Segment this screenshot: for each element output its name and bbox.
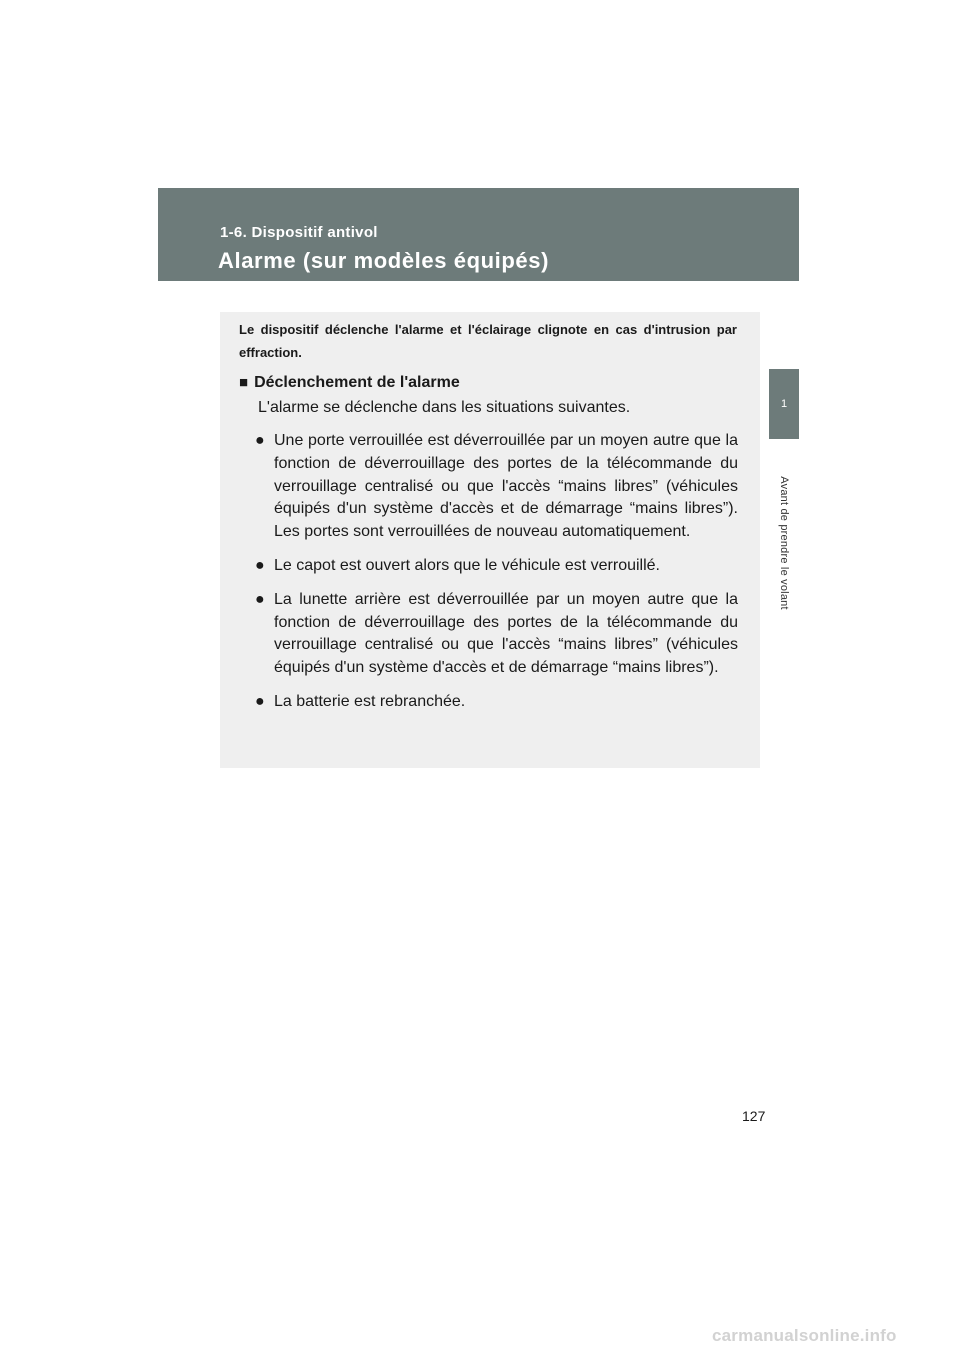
page-number: 127 (742, 1108, 766, 1124)
subheading-text: Déclenchement de l'alarme (254, 374, 460, 391)
list-item (255, 691, 738, 714)
square-bullet-icon: ■ (239, 374, 249, 391)
intro-text: Le dispositif déclenche l'alarme et l'éclairage clignote en cas d'intrusion par effraction. (239, 322, 737, 360)
list-item-text: La lunette arrière est déverrouillée par un moyen autre que la fonction de déverrouillage des portes de la télécommande du verrouillage centralisé ou que l'accès “mains libres” (véhicules équipés d'un système d'accès et de démarrage “mains libres”). (274, 590, 738, 677)
list-item-text: La batterie est rebranchée. (274, 692, 466, 710)
section-label: 1-6. Dispositif antivol (220, 224, 378, 241)
list-item (255, 589, 738, 680)
content-box (220, 312, 760, 768)
bullet-dot-icon: ● (255, 590, 265, 608)
chapter-title: Avant de prendre le volant (778, 476, 790, 610)
list-item-text: Une porte verrouillée est déverrouillée par un moyen autre que la fonction de déverrouillage des portes de la télécommande du verrouillage centralisé ou que l'accès “mains libres” (véhicules équipés d'un système d'accès et de démarrage “mains libres”). Les portes sont verrouillées de nouveau automatiquement. (274, 432, 738, 541)
list-item-text: Le capot est ouvert alors que le véhicule est verrouillé. (274, 556, 660, 574)
list-item (255, 555, 738, 578)
chapter-tab (769, 369, 799, 439)
bullet-dot-icon: ● (255, 556, 265, 574)
bullet-dot-icon: ● (255, 692, 265, 710)
chapter-number: 1 (780, 398, 788, 410)
list-item (255, 430, 738, 544)
section-header (158, 188, 799, 281)
bullet-dot-icon: ● (255, 432, 265, 449)
subheading (239, 374, 460, 392)
lead-text: L'alarme se déclenche dans les situations suivantes. (258, 399, 631, 416)
bullet-list (255, 430, 738, 725)
watermark: carmanualsonline.info (712, 1326, 897, 1345)
page-title: Alarme (sur modèles équipés) (218, 248, 550, 273)
